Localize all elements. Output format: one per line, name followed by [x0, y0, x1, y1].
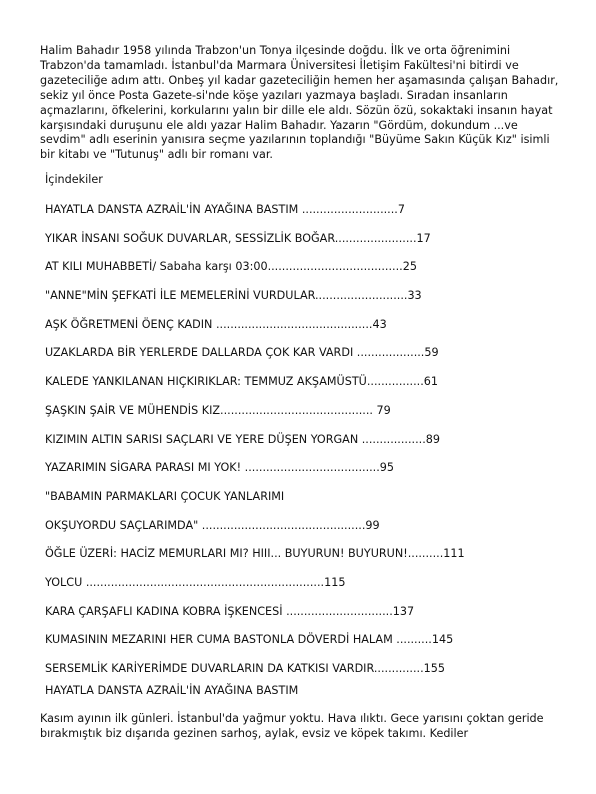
toc-entry: ÖĞLE ÜZERİ: HACİZ MEMURLARI MI? HIII... BUYURUN! BUYURUN!..........111 — [45, 547, 465, 561]
toc-entry: YIKAR İNSANI SOĞUK DUVARLAR, SESSİZLİK BOĞAR.......................17 — [45, 231, 431, 245]
toc-entry: AŞK ÖĞRETMENİ ÖENÇ KADIN ............................................43 — [45, 317, 387, 331]
toc-entry: AT KILI MUHABBETİ/ Sabaha karşı 03:00......................................25 — [45, 260, 417, 274]
toc-entry: KALEDE YANKILANAN HIÇKIRIKLAR: TEMMUZ AKŞAMÜSTÜ................61 — [45, 375, 438, 389]
toc-entry: "BABAMIN PARMAKLARI ÇOCUK YANLARIMI — [45, 489, 285, 503]
toc-entry: KIZIMIN ALTIN SARISI SAÇLARI VE YERE DÜŞEN YORGAN ..................89 — [45, 432, 440, 446]
table-of-contents — [45, 202, 565, 690]
toc-entry: OKŞUYORDU SAÇLARIMDA" ..............................................99 — [45, 518, 380, 532]
toc-heading: İçindekiler — [45, 173, 103, 186]
toc-entry: "ANNE"MİN ŞEFKATİ İLE MEMELERİNİ VURDULAR..........................33 — [45, 289, 422, 303]
toc-entry: UZAKLARDA BİR YERLERDE DALLARDA ÇOK KAR VARDI ...................59 — [45, 346, 439, 360]
toc-entry: YOLCU ...................................................................115 — [45, 575, 346, 589]
chapter-body-paragraph: Kasım ayının ilk günleri. İstanbul'da yağmur yoktu. Hava ılıktı. Gece yarısını çoktan geride bırakmıştık biz dışarıda gezinen sarhoş, aylak, evsiz ve köpek takımı. Kediler — [40, 712, 544, 740]
toc-entry: SERSEMLİK KARİYERİMDE DUVARLARIN DA KATKISI VARDIR..............155 — [45, 662, 445, 675]
toc-entry: ŞAŞKIN ŞAİR VE MÜHENDİS KIZ........................................... 79 — [45, 403, 391, 417]
author-bio-paragraph: Halim Bahadır 1958 yılında Trabzon'un Tonya ilçesinde doğdu. İlk ve orta öğrenimini Trabzon'da tamamladı. İstanbul'da Marmara Üniversitesi İletişim Fakültesi'ni bitirdi ve gazeteciliğe adım attı. Onbeş yıl kadar gazeteciliğin hemen her aşamasında çalışan Bahadır, sekiz yıl önce Posta Gazete-si'nde köşe yazıları yazmaya başladı. Sıradan insanların açmazlarını, öfkelerini, korkularını yalın bir dille ele aldı. Sözün özü, sokaktaki insanın hayat karşısındaki duruşunu ele aldı yazar Halim Bahadır. Yazarın "Gördüm, dokundum ...ve sevdim" adlı eserinin yanısıra seçme yazılarının toplandığı "Büyüme Sakın Küçük Kız" isimli bir kitabı ve "Tutunuş" adlı bir romanı var. — [40, 44, 559, 162]
toc-entry: KARA ÇARŞAFLI KADINA KOBRA İŞKENCESİ ..............................137 — [45, 604, 415, 618]
toc-entry: YAZARIMIN SİGARA PARASI MI YOK! ......................................95 — [45, 461, 395, 475]
toc-entry: HAYATLA DANSTA AZRAİL'İN AYAĞINA BASTIM ...........................7 — [45, 203, 405, 216]
chapter-title: HAYATLA DANSTA AZRAİL'İN AYAĞINA BASTIM — [45, 684, 299, 697]
toc-entry: KUMASININ MEZARINI HER CUMA BASTONLA DÖVERDİ HALAM ..........145 — [45, 633, 454, 647]
